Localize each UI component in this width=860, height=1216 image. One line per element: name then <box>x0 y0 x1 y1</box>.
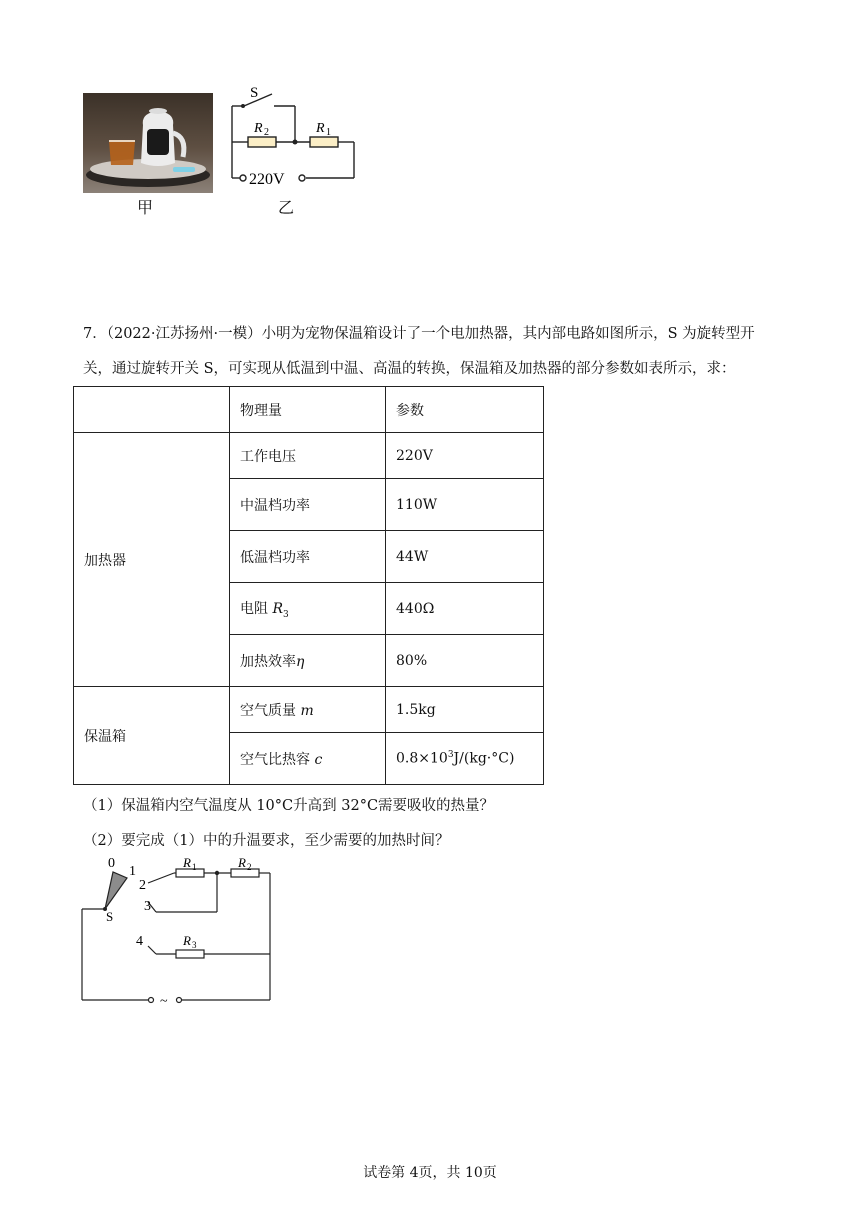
kettle-illustration <box>83 93 213 193</box>
value-cell: 110W <box>386 479 544 531</box>
quantity-symbol: η <box>296 653 305 670</box>
r1-label: R <box>183 855 191 870</box>
switch-position-2: 2 <box>139 878 146 893</box>
rotary-switch-circuit-diagram <box>76 852 286 1010</box>
value-cell: 44W <box>386 531 544 583</box>
group-heater: 加热器 <box>74 433 230 687</box>
voltage-label: 220V <box>249 171 285 188</box>
switch-label-s: S <box>250 85 259 101</box>
switch-position-1: 1 <box>129 864 136 879</box>
table-header-empty <box>74 387 230 433</box>
quantity-cell: 低温档功率 <box>230 531 386 583</box>
value-mantissa: 0.8×10 <box>396 750 448 767</box>
value-exponent: 3 <box>447 750 454 761</box>
quantity-symbol: m <box>300 702 314 719</box>
value-cell: 440Ω <box>386 583 544 635</box>
parameter-table <box>73 386 544 785</box>
quantity-text: 空气比热容 <box>240 751 315 768</box>
question-source: （2022·江苏扬州·一模） <box>106 326 262 342</box>
value-cell: 80% <box>386 635 544 687</box>
group-box: 保温箱 <box>74 687 230 785</box>
question-7-line-2: 关，通过旋转开关 S，可实现从低温到中温、高温的转换，保温箱及加热器的部分参数如表所示，求： <box>83 361 736 377</box>
switch-position-0: 0 <box>108 856 115 871</box>
table-row <box>74 687 544 733</box>
figure-caption-yi: 乙 <box>278 198 295 217</box>
rotary-switch-label-s: S <box>106 909 114 924</box>
quantity-cell <box>230 687 386 733</box>
question-number: 7． <box>83 326 107 342</box>
r2-label: R <box>238 855 246 870</box>
question-text-part-1: 小明为宠物保温箱设计了一个电加热器，其内部电路如图所示，S 为旋转型开 <box>261 326 755 342</box>
junction-dot <box>215 871 219 875</box>
r1-label: R <box>316 121 325 136</box>
quantity-cell <box>230 583 386 635</box>
quantity-symbol: R <box>272 600 283 617</box>
junction-dot <box>293 140 298 145</box>
quantity-text: 加热效率 <box>240 653 296 670</box>
switch-pivot-dot <box>241 104 245 108</box>
table-header-quantity: 物理量 <box>230 387 386 433</box>
quantity-cell: 工作电压 <box>230 433 386 479</box>
quantity-symbol-subscript: 3 <box>283 609 289 620</box>
r1-subscript: 1 <box>326 127 331 138</box>
figure-caption-jia: 甲 <box>137 198 154 217</box>
table-header-value: 参数 <box>386 387 544 433</box>
value-cell <box>386 733 544 785</box>
quantity-text: 电阻 <box>240 600 273 617</box>
value-cell: 220V <box>386 433 544 479</box>
r2-subscript: 2 <box>247 862 252 872</box>
r3-subscript: 3 <box>192 940 197 950</box>
table-header-row <box>74 387 544 433</box>
kettle-photo <box>83 93 213 193</box>
switch-position-3: 3 <box>144 899 151 914</box>
switch-position-4: 4 <box>136 934 143 949</box>
quantity-cell: 中温档功率 <box>230 479 386 531</box>
quantity-symbol: c <box>314 751 323 768</box>
r2-subscript: 2 <box>264 127 269 138</box>
table-row <box>74 433 544 479</box>
question-7-line-1 <box>83 327 755 343</box>
subquestion-1: （1）保温箱内空气温度从 10°C升高到 32°C需要吸收的热量？ <box>83 798 495 814</box>
page-footer: 试卷第 4页，共 10页 <box>363 1165 497 1181</box>
r1-subscript: 1 <box>192 862 197 872</box>
quantity-cell <box>230 733 386 785</box>
quantity-text: 空气质量 <box>240 702 301 719</box>
r3-label: R <box>183 933 191 948</box>
top-circuit-diagram <box>222 80 362 190</box>
ac-source-symbol: ~ <box>160 994 168 1009</box>
quantity-cell <box>230 635 386 687</box>
value-unit: J/(kg·°C) <box>453 750 515 767</box>
subquestion-2: （2）要完成（1）中的升温要求，至少需要的加热时间？ <box>83 833 450 849</box>
r2-label: R <box>254 121 263 136</box>
value-cell: 1.5kg <box>386 687 544 733</box>
